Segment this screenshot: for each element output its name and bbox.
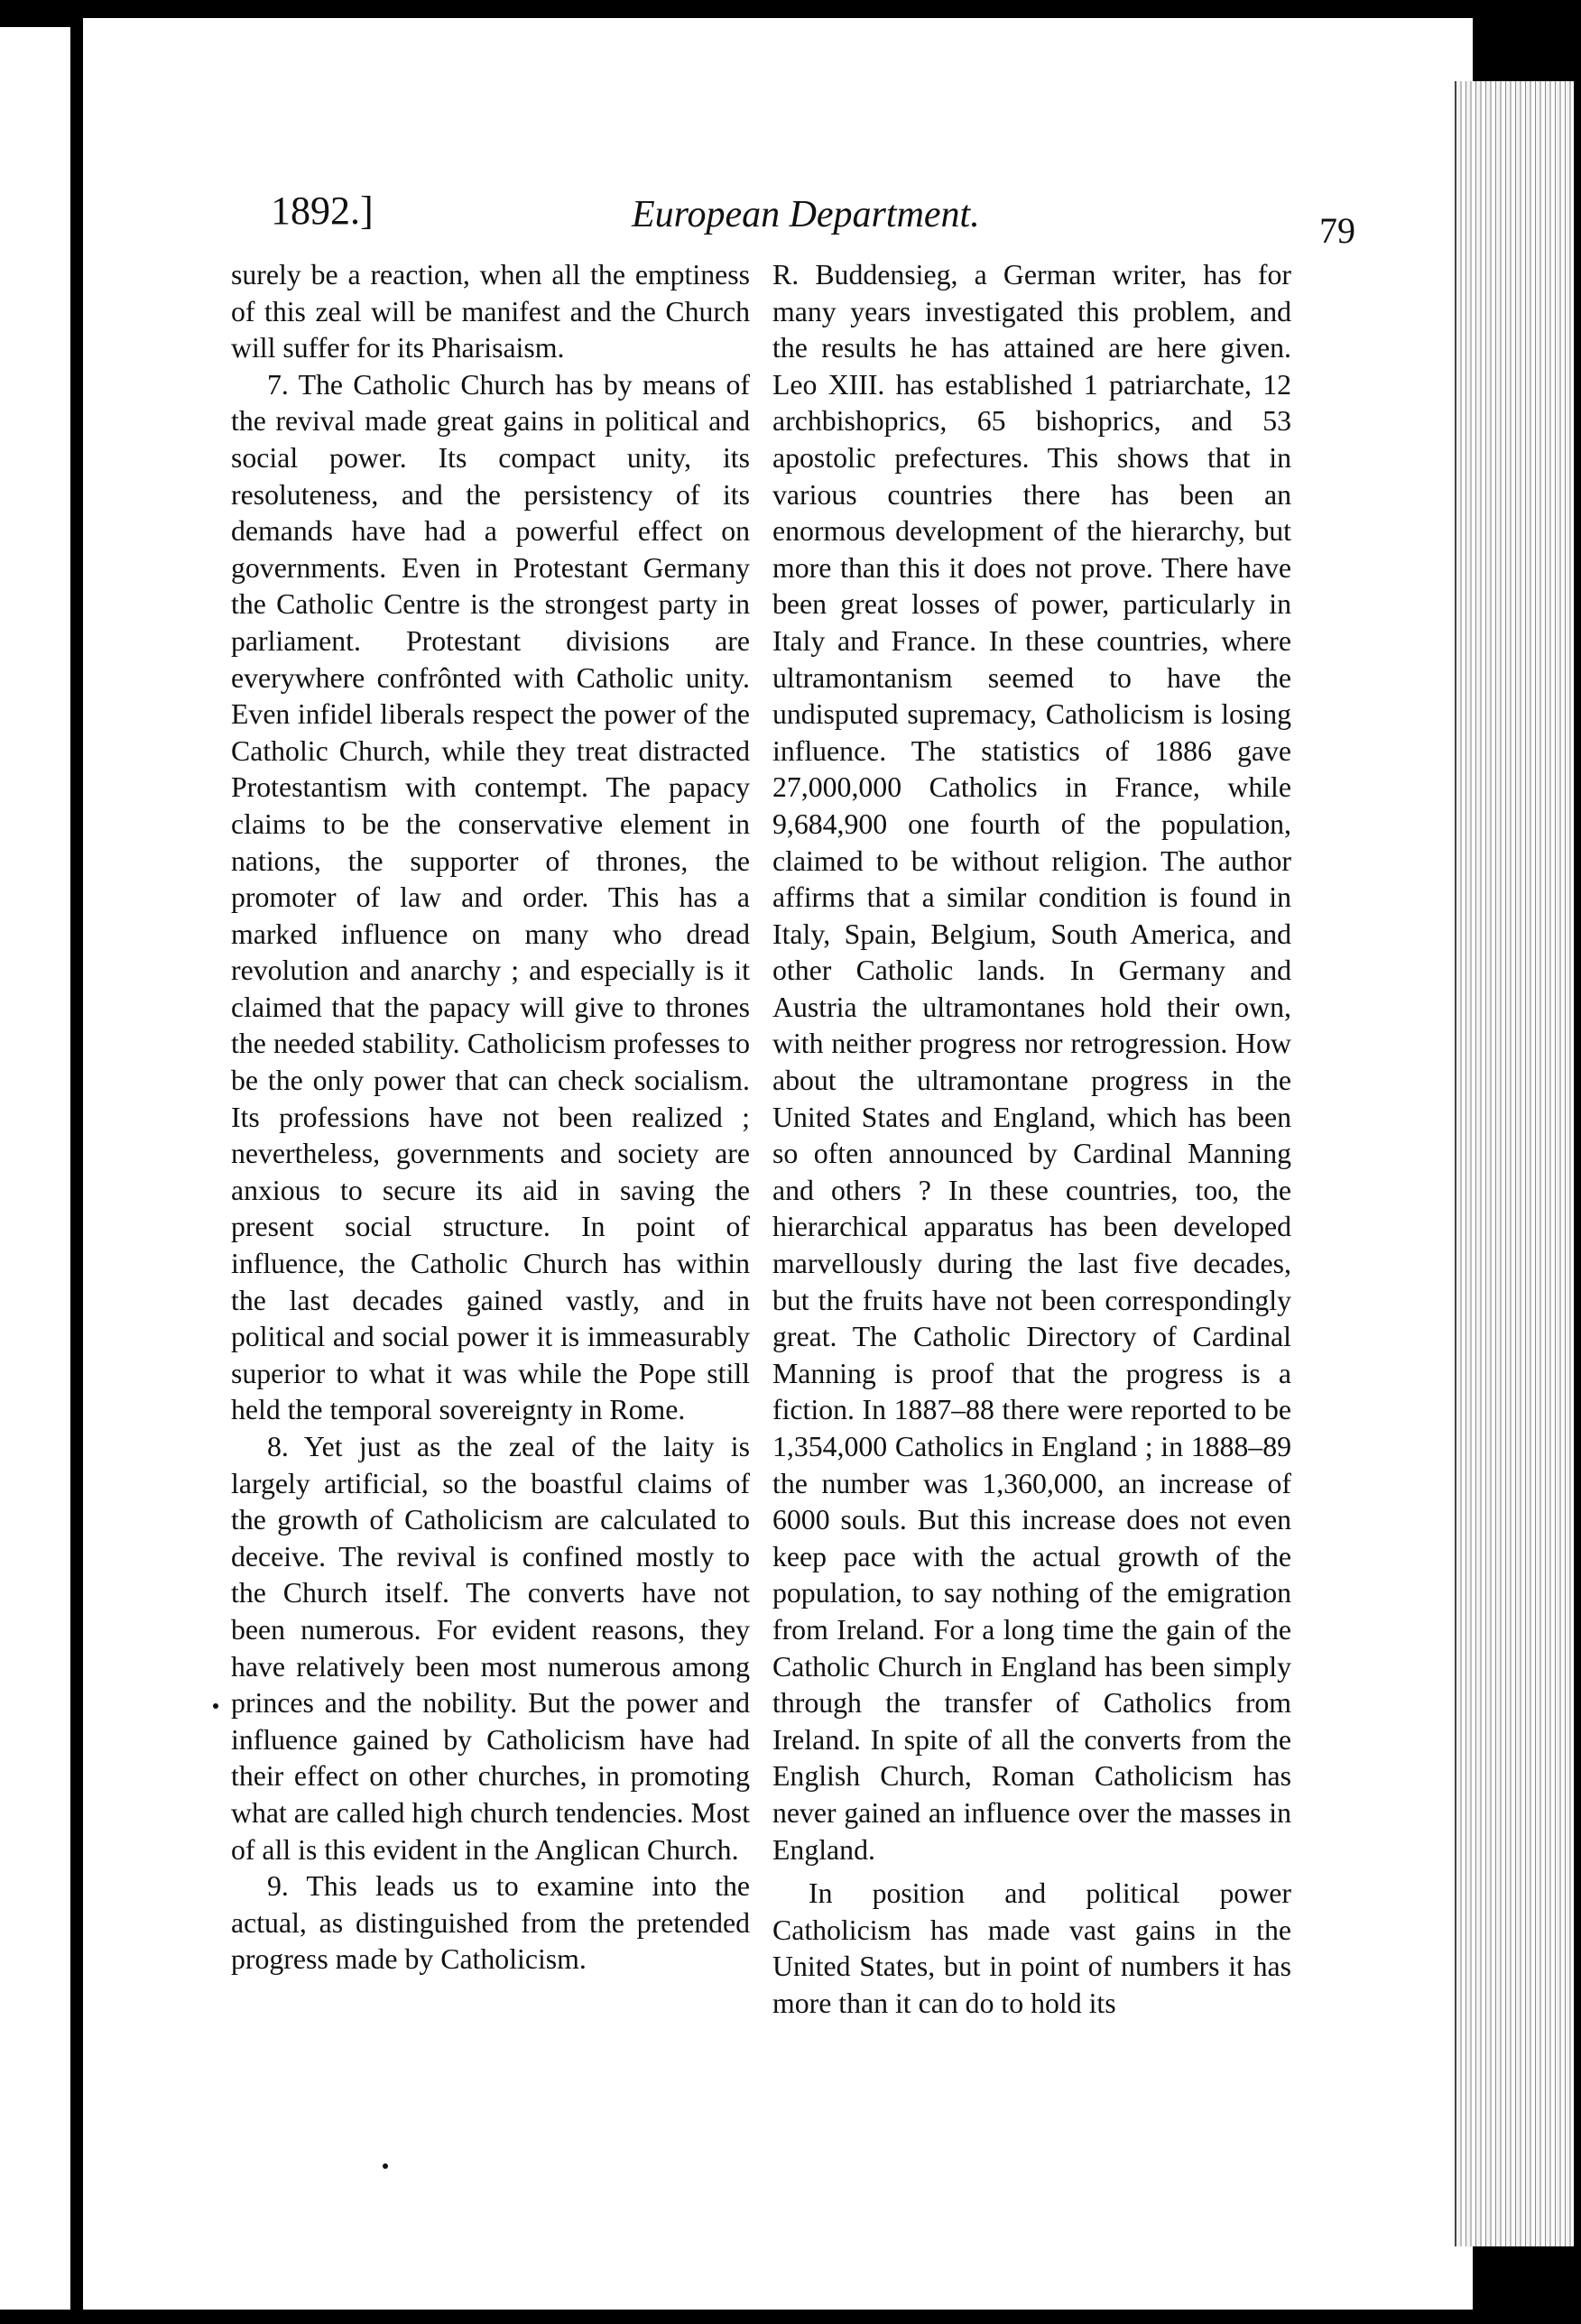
paragraph: 8. Yet just as the zeal of the laity is largely artificial, so the boastful claims of the growth of Catholicism are calculated to deceive. The revival is confined mostly to the Church itself. The converts have not been numerous. For evident reasons, they have relatively been most numerous among princes and the nobility. But the power and influence gained by Catholicism have had their effect on other churches, in promoting what are called high church tendencies. Most of all is this evident in the Anglican Church.	[231, 1431, 750, 1866]
scan-speck	[213, 1703, 218, 1709]
paragraph: In position and political power Catholicism has made vast gains in the United States, but in point of numbers it has more than it can do to hold its	[772, 1877, 1291, 2019]
paragraph: surely be a reaction, when all the emptiness of this zeal will be manifest and the Church will suffer for its Pharisaism.	[231, 259, 750, 364]
scan-speck	[383, 2163, 388, 2169]
running-head-title: European Department.	[632, 194, 980, 235]
page-edges	[1455, 81, 1574, 2246]
paragraph: R. Buddensieg, a German writer, has for many years investigated this problem, and the results he has attained are here given. Leo XIII. has established 1 patriarchate, 12 archbishoprics, 65 bishoprics, and 53 apostolic prefectures. This shows that in various countries there has been an enormous development of the hierarchy, but more than this it does not prove. There have been great losses of power, particularly in Italy and France. In these countries, where ultramontanism seemed to have the undisputed supremacy, Catholicism is losing influence. The statistics of 1886 gave 27,000,000 Catholics in France, while 9,684,900 one fourth of the population, claimed to be without religion. The author affirms that a similar condition is found in Italy, Spain, Belgium, South America, and other Catholic lands. In Germany and Austria the ultramontanes hold their own, with neither progress nor retrogression. How about the ultramontane progress in the United States and England, which has been so often announced by Cardinal Manning and others ? In these countries, too, the hierarchical apparatus has been developed marvellously during the last five decades, but the fruits have not been correspondingly great. The Catholic Directory of Cardinal Manning is proof that the progress is a fiction. In 1887–88 there were reported to be 1,354,000 Catholics in England ; in 1888–89 the number was 1,360,000, an increase of 6000 souls. But this increase does not even keep pace with the actual growth of the population, to say nothing of the emigration from Ireland. For a long time the gain of the Catholic Church in England has been simply through the transfer of Catholics from Ireland. In spite of all the converts from the English Church, Roman Catholicism has never gained an influence over the masses in England.	[772, 259, 1291, 1866]
facing-page-edge	[0, 27, 70, 2310]
left-column	[231, 257, 750, 1978]
page-number: 79	[1319, 210, 1355, 251]
running-head-year: 1892.]	[271, 189, 374, 233]
running-head	[271, 180, 1355, 253]
paragraph: 9. This leads us to examine into the actual, as distinguished from the pretended progress made by Catholicism.	[231, 1870, 750, 1976]
right-column	[772, 257, 1291, 2023]
paragraph: 7. The Catholic Church has by means of the revival made great gains in political and social power. Its compact unity, its resoluteness, and the persistency of its demands have had a powerful effect on governments. Even in Protestant Germany the Catholic Centre is the strongest party in parliament. Protestant divisions are everywhere confrônted with Catholic unity. Even infidel liberals respect the power of the Catholic Church, while they treat distracted Protestantism with contempt. The papacy claims to be the conservative element in nations, the supporter of thrones, the promoter of law and order. This has a marked influence on many who dread revolution and anarchy ; and especially is it claimed that the papacy will give to thrones the needed stability. Catholicism professes to be the only power that can check socialism. Its professions have not been realized ; nevertheless, governments and society are anxious to secure its aid in saving the present social structure. In point of influence, the Catholic Church has within the last decades gained vastly, and in political and social power it is immeasurably superior to what it was while the Pope still held the temporal sovereignty in Rome.	[231, 368, 750, 1426]
